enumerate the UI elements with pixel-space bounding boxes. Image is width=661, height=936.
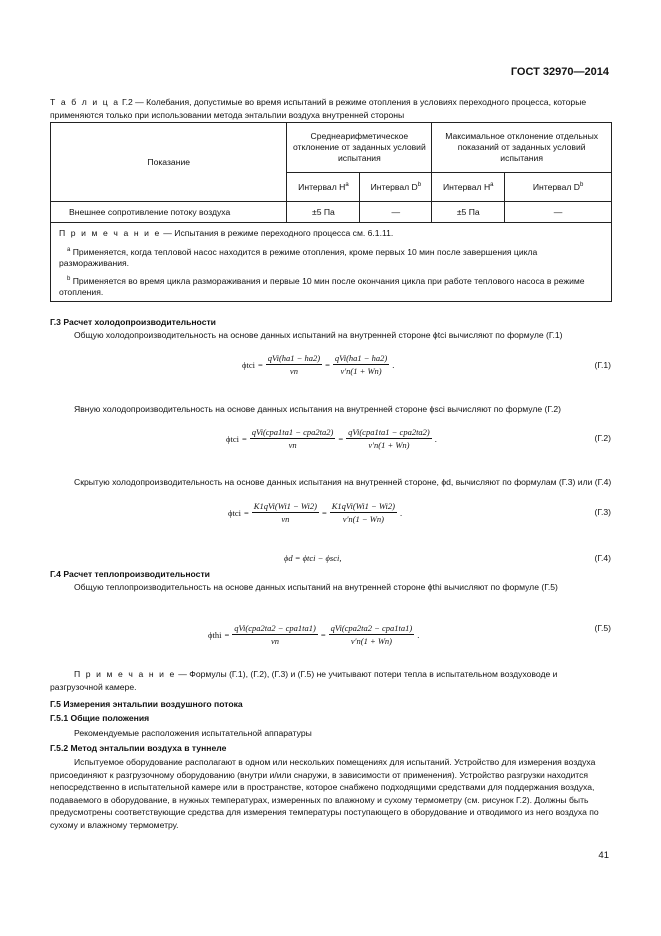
table-caption-text: Г.2 — Колебания, допустимые во время испытаний в режиме отопления в условиях переходного процесса, которые применяются только при использовании метода энтальпии воздуха внутренней стороны	[50, 97, 587, 120]
row-label: Внешнее сопротивление потоку воздуха	[51, 202, 287, 223]
footnote-mark-b: b	[417, 181, 422, 188]
formula-denominator: vn	[271, 636, 280, 646]
section-g4-paragraph: Общую теплопроизводительность на основе данных испытаний на внутренней стороне ϕthi вычисляют по формуле (Г.5)	[74, 582, 558, 592]
formula-denominator: v′n(1 + Wn)	[340, 366, 382, 376]
table-caption-label: Т а б л и ц а	[50, 97, 120, 107]
section-g4-heading: Г.4 Расчет теплопроизводительности	[50, 569, 210, 579]
formula-denominator: vn	[288, 440, 297, 450]
formula-number: (Г.2)	[594, 433, 611, 443]
document-header: ГОСТ 32970—2014	[510, 66, 609, 78]
formula-g3: ϕtci = $\frac{\text{K1qVi(Wi1 − Wi2)}}{vn}$ = $\frac{\text{K1qVi(Wi1 − Wi2)}}{v'n(1 - Wn)}$ .	[228, 501, 403, 524]
formula-denominator: vn	[281, 514, 290, 524]
section-g3-paragraph-3: Скрытую холодопроизводительность на основе данных испытания на внутренней стороне, ϕd, вычисляют по формулам (Г.3) или (Г.4)	[74, 477, 612, 487]
footnote-a	[59, 247, 603, 269]
formula-lhs: ϕtci	[242, 359, 255, 370]
formula-denominator: v′n(1 − Wn)	[342, 514, 384, 524]
section-g52-text: Испытуемое оборудование располагают в одном или нескольких помещениях для испытаний. Устройство для измерения воздуха присоединяют к разгрузочному оборудованию (внутри и/или снаружи, в зависимости от применения). Устройство разгрузки находится непосредственно в испытательной камере или в пространстве, которое снабжено подходящими средствами для поддержания воздуха, подаваемого в оборудование, в нужных температурах, измеренных по влажному и сухому термометру (см. рисунок Г.2). Должны быть предусмотрены соответствующие средства для измерения температуры поступающего в оборудование и отводимого из него воздуха по сухому и влажному термометру.	[50, 757, 599, 830]
table-note	[59, 228, 603, 239]
formula-number: (Г.5)	[594, 623, 611, 633]
formula-g4: ϕd = ϕtci − ϕsci,	[284, 553, 342, 563]
interval-d-text: Интервал D	[370, 181, 418, 192]
formula-numerator: K1qVi(Wi1 − Wi2)	[331, 501, 395, 511]
header-interval-d-2	[505, 173, 612, 202]
formula-lhs: ϕtci	[228, 507, 241, 518]
footnote-mark-a: a	[490, 181, 494, 188]
table-notes	[51, 223, 612, 302]
footnote-b-text: Применяется во время цикла размораживания и первые 10 мин после окончания цикла при работе теплового насоса в режиме отопления.	[59, 275, 585, 297]
section-g51-text: Рекомендуемые расположения испытательной аппаратуры	[74, 728, 312, 738]
formula-denominator: vn	[289, 366, 298, 376]
section-g5-heading: Г.5 Измерения энтальпии воздушного потока	[50, 699, 243, 709]
header-mean-deviation: Среднеарифметическое отклонение от заданных условий испытания	[287, 123, 432, 173]
table-caption	[50, 96, 612, 121]
section-g52-heading: Г.5.2 Метод энтальпии воздуха в туннеле	[50, 743, 227, 753]
page-number: 41	[598, 850, 609, 861]
formula-g1: ϕtci = $\frac{\text{qVi(ha1 − ha2)}}{vn}$ = $\frac{\text{qVi(ha1 − ha2)}}{v'n(1 + Wn)}$ .	[242, 353, 395, 376]
formula-numerator: K1qVi(Wi1 − Wi2)	[253, 501, 317, 511]
formula-number: (Г.4)	[594, 553, 611, 563]
footnote-b	[59, 276, 603, 298]
section-g3-paragraph-1: Общую холодопроизводительность на основе данных испытаний на внутренней стороне ϕtci вычисляют по формуле (Г.1)	[74, 330, 563, 340]
formula-denominator: v′n(1 + Wn)	[368, 440, 410, 450]
formula-numerator: qVi(cpa1ta1 − cpa2ta2)	[348, 427, 430, 437]
section-g51-heading: Г.5.1 Общие положения	[50, 713, 150, 723]
formula-g5: ϕthi = $\frac{\text{qVi(cpa2ta2 − cpa1ta1)}}{vn}$ = $\frac{\text{qVi(cpa2ta2 − cpa1ta1)}}{v'n(1 + Wn)}$ .	[208, 623, 420, 646]
row-value: —	[360, 202, 432, 223]
interval-d-text: Интервал D	[532, 181, 581, 192]
interval-h-text: Интервал H	[442, 181, 491, 192]
formula-numerator: qVi(cpa2ta2 − cpa1ta1)	[234, 623, 316, 633]
footnote-mark-b: b	[580, 181, 584, 188]
note-label: П р и м е ч а н и е	[74, 669, 176, 679]
header-max-deviation: Максимальное отклонение отдельных показаний от заданных условий испытания	[432, 123, 612, 173]
formula-lhs: ϕtci	[226, 433, 239, 444]
section-g3-paragraph-2: Явную холодопроизводительность на основе данных испытания на внутренней стороне ϕsci вычисляют по формуле (Г.2)	[74, 404, 562, 414]
formula-number: (Г.3)	[594, 507, 611, 517]
section-g4-note	[50, 668, 612, 693]
section-g3-heading: Г.3 Расчет холодопроизводительности	[50, 317, 216, 327]
footnote-a-text: Применяется, когда тепловой насос находится в режиме отопления, кроме первых 10 мин после завершения цикла размораживания.	[59, 247, 538, 269]
formula-numerator: qVi(cpa2ta2 − cpa1ta1)	[330, 623, 413, 633]
note-text: — Испытания в режиме переходного процесса см. 6.1.11.	[160, 228, 394, 238]
row-value: ±5 Па	[432, 202, 505, 223]
row-value: —	[505, 202, 612, 223]
header-interval-h-2	[432, 173, 505, 202]
formula-numerator: qVi(ha1 − ha2)	[334, 353, 388, 363]
formula-numerator: qVi(ha1 − ha2)	[267, 353, 321, 363]
formula-numerator: qVi(cpa1ta1 − cpa2ta2)	[251, 427, 334, 437]
note-text: — Формулы (Г.1), (Г.2), (Г.3) и (Г.5) не учитывают потери тепла в испытательном воздуховоде и разгрузочной камере.	[50, 669, 558, 692]
note-label: П р и м е ч а н и е	[59, 228, 161, 238]
header-interval-d-1	[360, 173, 432, 202]
deviation-table	[50, 122, 612, 302]
row-value: ±5 Па	[287, 202, 360, 223]
formula-lhs: ϕthi	[208, 629, 222, 640]
footnote-mark-a: a	[67, 247, 71, 254]
formula-g2: ϕtci = $\frac{\text{qVi(cpa1ta1 − cpa2ta2)}}{vn}$ = $\frac{\text{qVi(cpa1ta1 − cpa2ta2)}}{v'n(1 + Wn)}$ .	[226, 427, 437, 450]
formula-number: (Г.1)	[594, 360, 611, 370]
footnote-mark-a: a	[345, 181, 349, 188]
formula-denominator: v′n(1 + Wn)	[350, 636, 392, 646]
footnote-mark-b: b	[67, 275, 71, 282]
header-interval-h-1	[287, 173, 360, 202]
header-indication: Показание	[51, 123, 287, 202]
interval-h-text: Интервал H	[298, 181, 346, 192]
